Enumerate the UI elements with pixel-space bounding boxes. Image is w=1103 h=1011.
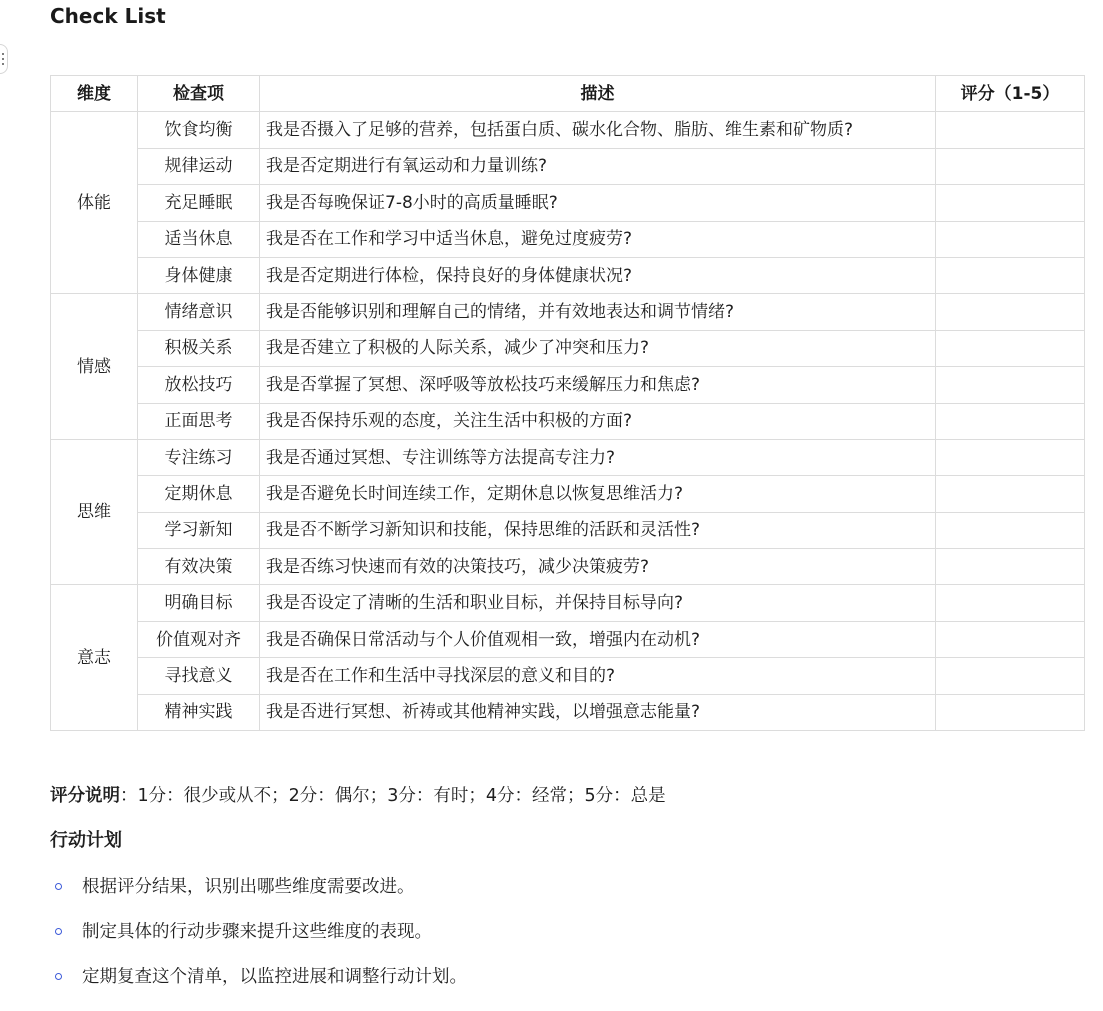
- description-cell: 我是否定期进行体检，保持良好的身体健康状况?: [260, 257, 936, 293]
- description-cell: 我是否确保日常活动与个人价值观相一致，增强内在动机?: [260, 621, 936, 657]
- scoring-label: 评分说明: [50, 786, 120, 806]
- description-cell: 我是否掌握了冥想、深呼吸等放松技巧来缓解压力和焦虑?: [260, 367, 936, 403]
- table-row: [51, 549, 1085, 585]
- check-item-cell: 适当休息: [138, 221, 260, 257]
- table-row: [51, 403, 1085, 439]
- score-cell[interactable]: [936, 439, 1085, 475]
- description-cell: 我是否在工作和学习中适当休息，避免过度疲劳?: [260, 221, 936, 257]
- check-item-cell: 价值观对齐: [138, 621, 260, 657]
- more-vertical-icon: [2, 58, 4, 60]
- table-row: [51, 330, 1085, 366]
- score-cell[interactable]: [936, 294, 1085, 330]
- table-row: [51, 621, 1085, 657]
- dimension-cell: 体能: [51, 112, 138, 294]
- check-item-cell: 精神实践: [138, 694, 260, 730]
- check-item-cell: 有效决策: [138, 549, 260, 585]
- check-item-cell: 定期休息: [138, 476, 260, 512]
- score-cell[interactable]: [936, 658, 1085, 694]
- bullet-circle-icon: [55, 883, 62, 890]
- check-item-cell: 寻找意义: [138, 658, 260, 694]
- check-item-cell: 身体健康: [138, 257, 260, 293]
- header-score: 评分（1-5）: [936, 76, 1085, 112]
- header-description: 描述: [260, 76, 936, 112]
- table-row: [51, 585, 1085, 621]
- list-item: [50, 915, 467, 960]
- table-row: [51, 257, 1085, 293]
- scoring-text: ：1分：很少或从不；2分：偶尔；3分：有时；4分：经常；5分：总是: [120, 786, 666, 806]
- table-row: [51, 476, 1085, 512]
- score-cell[interactable]: [936, 621, 1085, 657]
- table-row: [51, 658, 1085, 694]
- description-cell: 我是否保持乐观的态度，关注生活中积极的方面?: [260, 403, 936, 439]
- description-cell: 我是否通过冥想、专注训练等方法提高专注力?: [260, 439, 936, 475]
- more-vertical-icon: [2, 53, 4, 55]
- check-item-cell: 专注练习: [138, 439, 260, 475]
- table-body: [51, 112, 1085, 731]
- description-cell: 我是否摄入了足够的营养，包括蛋白质、碳水化合物、脂肪、维生素和矿物质?: [260, 112, 936, 148]
- table-row: [51, 294, 1085, 330]
- table-row: [51, 367, 1085, 403]
- list-item-text: 根据评分结果，识别出哪些维度需要改进。: [82, 877, 415, 897]
- more-vertical-icon: [2, 63, 4, 65]
- score-cell[interactable]: [936, 112, 1085, 148]
- table-row: [51, 512, 1085, 548]
- checklist-table: [50, 75, 1085, 731]
- list-item: [50, 870, 467, 915]
- description-cell: 我是否在工作和生活中寻找深层的意义和目的?: [260, 658, 936, 694]
- score-cell[interactable]: [936, 185, 1085, 221]
- score-cell[interactable]: [936, 585, 1085, 621]
- scoring-note: [50, 782, 666, 810]
- description-cell: 我是否不断学习新知识和技能，保持思维的活跃和灵活性?: [260, 512, 936, 548]
- check-item-cell: 饮食均衡: [138, 112, 260, 148]
- description-cell: 我是否每晚保证7-8小时的高质量睡眠?: [260, 185, 936, 221]
- table-row: [51, 185, 1085, 221]
- bullet-circle-icon: [55, 928, 62, 935]
- list-item-text: 定期复查这个清单，以监控进展和调整行动计划。: [82, 967, 467, 987]
- description-cell: 我是否设定了清晰的生活和职业目标，并保持目标导向?: [260, 585, 936, 621]
- table-header-row: [51, 76, 1085, 112]
- score-cell[interactable]: [936, 549, 1085, 585]
- check-item-cell: 规律运动: [138, 148, 260, 184]
- page-title: Check List: [50, 4, 166, 28]
- description-cell: 我是否建立了积极的人际关系，减少了冲突和压力?: [260, 330, 936, 366]
- check-item-cell: 积极关系: [138, 330, 260, 366]
- check-item-cell: 充足睡眠: [138, 185, 260, 221]
- dimension-cell: 思维: [51, 439, 138, 585]
- dimension-cell: 意志: [51, 585, 138, 731]
- description-cell: 我是否进行冥想、祈祷或其他精神实践，以增强意志能量?: [260, 694, 936, 730]
- header-check-item: 检查项: [138, 76, 260, 112]
- score-cell[interactable]: [936, 221, 1085, 257]
- score-cell[interactable]: [936, 512, 1085, 548]
- score-cell[interactable]: [936, 476, 1085, 512]
- bullet-circle-icon: [55, 973, 62, 980]
- description-cell: 我是否能够识别和理解自己的情绪，并有效地表达和调节情绪?: [260, 294, 936, 330]
- check-item-cell: 明确目标: [138, 585, 260, 621]
- check-item-cell: 情绪意识: [138, 294, 260, 330]
- side-menu-handle[interactable]: [0, 44, 8, 74]
- action-plan-heading: 行动计划: [50, 830, 122, 851]
- table-row: [51, 221, 1085, 257]
- description-cell: 我是否练习快速而有效的决策技巧，减少决策疲劳?: [260, 549, 936, 585]
- table-row: [51, 148, 1085, 184]
- table-header: [51, 76, 1085, 112]
- action-plan-list: [50, 870, 467, 1005]
- score-cell[interactable]: [936, 148, 1085, 184]
- description-cell: 我是否避免长时间连续工作，定期休息以恢复思维活力?: [260, 476, 936, 512]
- check-item-cell: 正面思考: [138, 403, 260, 439]
- list-item-text: 制定具体的行动步骤来提升这些维度的表现。: [82, 922, 432, 942]
- score-cell[interactable]: [936, 694, 1085, 730]
- table-row: [51, 439, 1085, 475]
- table-row: [51, 112, 1085, 148]
- table-row: [51, 694, 1085, 730]
- score-cell[interactable]: [936, 403, 1085, 439]
- score-cell[interactable]: [936, 367, 1085, 403]
- description-cell: 我是否定期进行有氧运动和力量训练?: [260, 148, 936, 184]
- header-dimension: 维度: [51, 76, 138, 112]
- score-cell[interactable]: [936, 257, 1085, 293]
- check-item-cell: 学习新知: [138, 512, 260, 548]
- check-item-cell: 放松技巧: [138, 367, 260, 403]
- score-cell[interactable]: [936, 330, 1085, 366]
- dimension-cell: 情感: [51, 294, 138, 440]
- list-item: [50, 960, 467, 1005]
